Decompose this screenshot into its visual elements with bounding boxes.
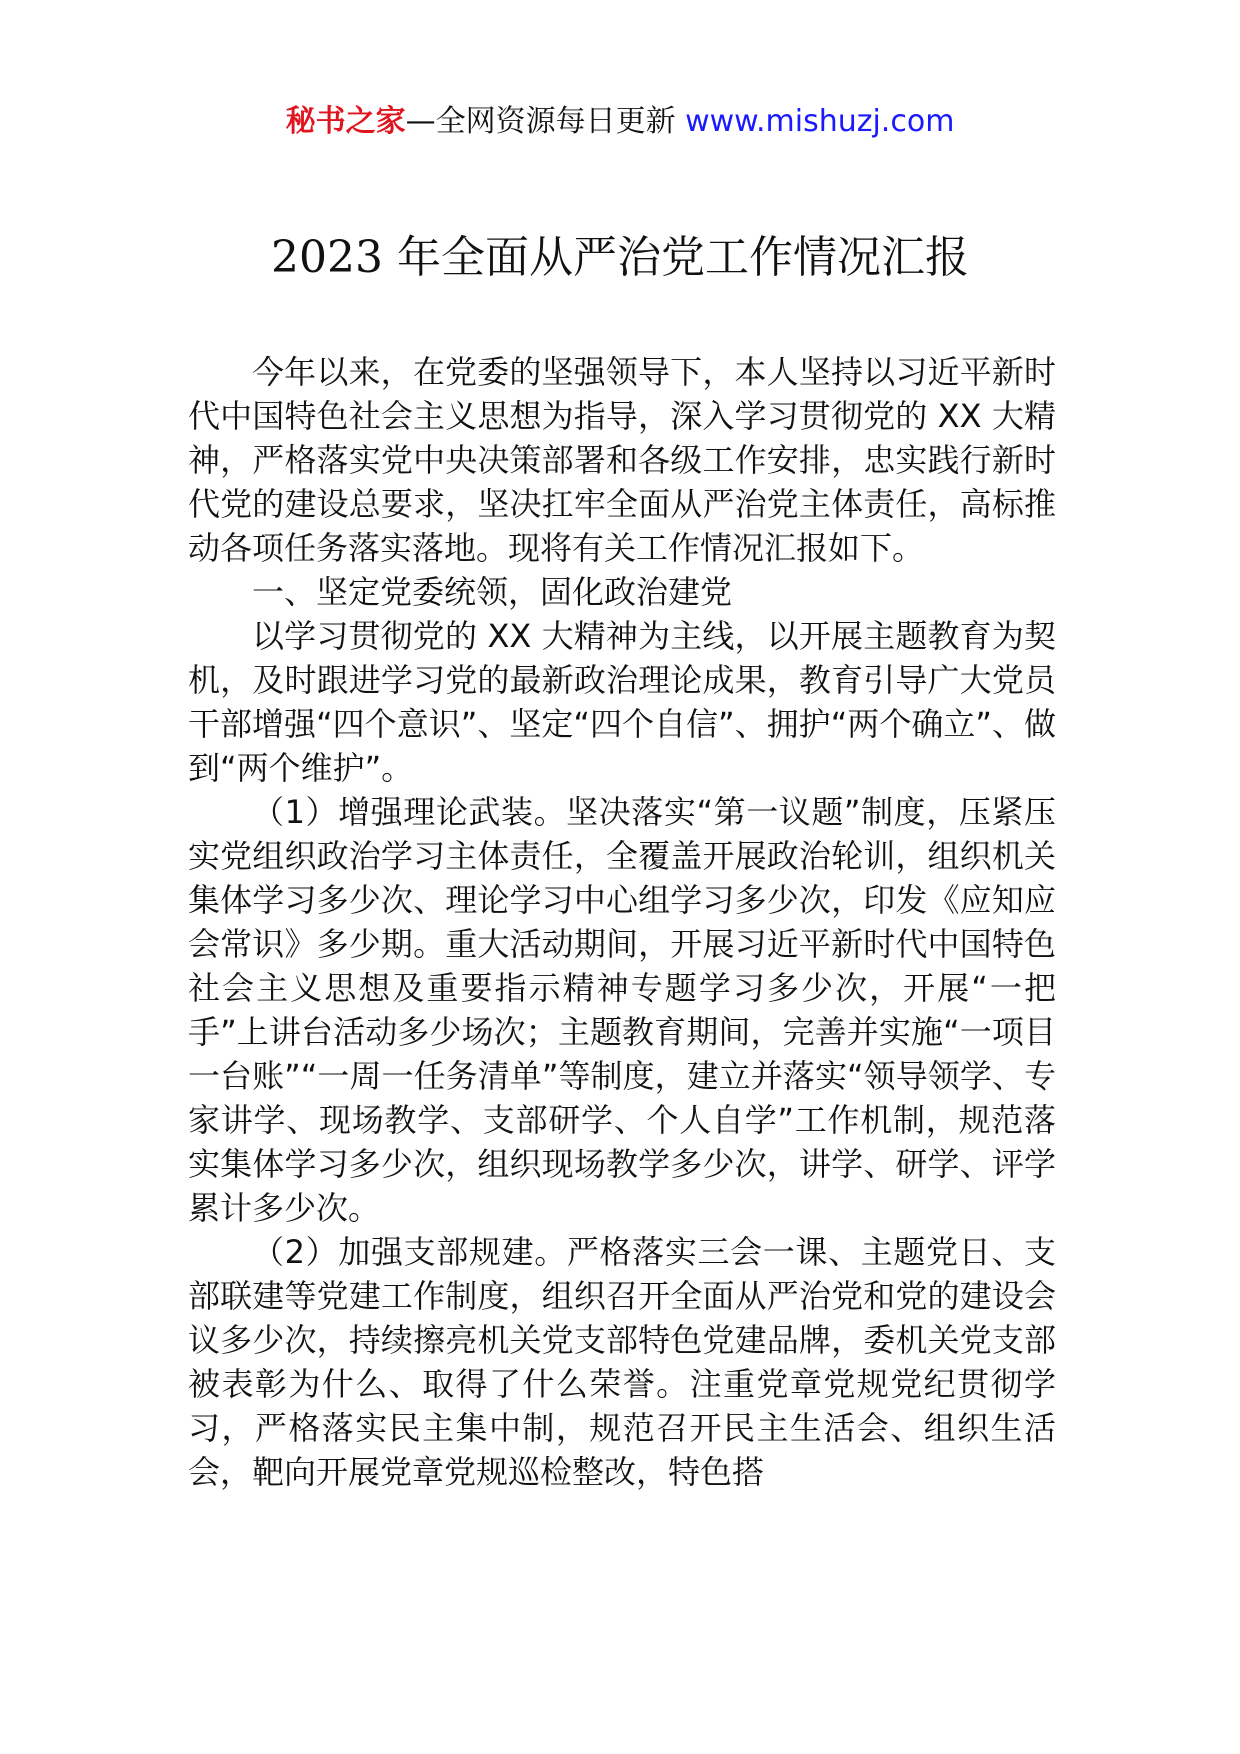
site-url-link[interactable]: www.mishuzj.com <box>675 104 955 139</box>
brand-name: 秘书之家 <box>285 104 406 139</box>
item-2-paragraph: （2）加强支部规建。严格落实三会一课、主题党日、支部联建等党建工作制度，组织召开全面从严治党和党的建设会议多少次，持续擦亮机关党支部特色党建品牌，委机关党支部被表彰为什么、取得了什么荣誉。注重党章党规党纪贯彻学习，严格落实民主集中制，规范召开民主生活会、组织生活会，靶向开展党章党规巡检整改，特色搭 <box>188 1233 1056 1491</box>
site-header <box>0 100 1240 144</box>
item-1-paragraph: （1）增强理论武装。坚决落实“第一议题”制度，压紧压实党组织政治学习主体责任，全覆盖开展政治轮训，组织机关集体学习多少次、理论学习中心组学习多少次，印发《应知应会常识》多少期。重大活动期间，开展习近平新时代中国特色社会主义思想及重要指示精神专题学习多少次，开展“一把手”上讲台活动多少场次；主题教育期间，完善并实施“一项目一台账”“一周一任务清单”等制度，建立并落实“领导领学、专家讲学、现场教学、支部研学、个人自学”工作机制，规范落实集体学习多少次，组织现场教学多少次，讲学、研学、评学累计多少次。 <box>188 793 1056 1227</box>
document-title: 2023 年全面从严治党工作情况汇报 <box>271 232 969 283</box>
section-1-paragraph: 以学习贯彻党的 XX 大精神为主线，以开展主题教育为契机，及时跟进学习党的最新政治理论成果，教育引导广大党员干部增强“四个意识”、坚定“四个自信”、拥护“两个确立”、做到“两个维护”。 <box>188 617 1056 787</box>
document-body <box>188 350 1056 1494</box>
header-slogan: —全网资源每日更新 <box>405 104 676 139</box>
section-heading-1: 一、坚定党委统领，固化政治建党 <box>252 573 733 611</box>
intro-paragraph: 今年以来，在党委的坚强领导下，本人坚持以习近平新时代中国特色社会主义思想为指导，深入学习贯彻党的 XX 大精神，严格落实党中央决策部署和各级工作安排，忠实践行新时代党的建设总要求，坚决扛牢全面从严治党主体责任，高标推动各项任务落实落地。现将有关工作情况汇报如下。 <box>188 353 1056 567</box>
